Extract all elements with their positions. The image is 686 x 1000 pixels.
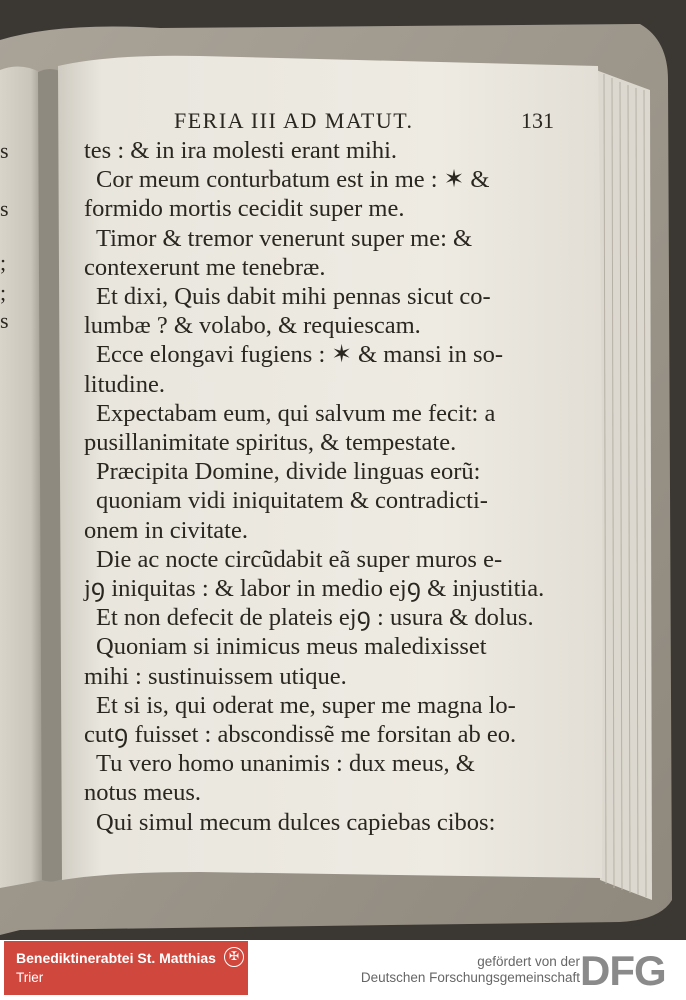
page-header xyxy=(84,106,554,136)
institution-box[interactable] xyxy=(4,941,248,995)
text-line: Expectabam eum, qui salvum me fecit: a xyxy=(96,399,496,427)
page-number: 131 xyxy=(521,108,554,133)
text-line: notus meus. xyxy=(84,779,202,807)
dfg-logo-text: DFG xyxy=(580,949,666,989)
institution-city: Trier xyxy=(16,970,44,985)
left-fragment: ; xyxy=(0,280,7,305)
left-fragment: s xyxy=(0,308,9,333)
text-line: contexerunt me tenebræ. xyxy=(84,253,326,281)
text-line: Et dixi, Quis dabit mihi pennas sicut co- xyxy=(96,283,491,310)
text-line: Qui simul mecum dulces capiebas cibos: xyxy=(96,808,496,836)
text-line: formido mortis cecidit super me. xyxy=(84,195,405,223)
text-line: Die ac nocte circũdabit eã super muros e- xyxy=(96,545,503,573)
text-line: Cor meum conturbatum est in me : ✶ & xyxy=(96,166,490,194)
text-line: jꝯ iniquitas : & labor in medio ejꝯ & injustitia. xyxy=(84,575,545,602)
funding-line-1: gefördert von der xyxy=(477,954,580,969)
text-line: Præcipita Domine, divide linguas eorũ: xyxy=(96,458,481,486)
text-line: Et si is, qui oderat me, super me magna lo- xyxy=(96,691,516,719)
text-line: onem in civitate. xyxy=(84,516,248,544)
funding-line-2: Deutschen Forschungsgemeinschaft xyxy=(360,970,580,985)
left-fragment: s xyxy=(0,138,9,163)
text-line: Tu vero homo unanimis : dux meus, & xyxy=(96,750,475,778)
text-line: pusillanimitate spiritus, & tempestate. xyxy=(84,429,457,456)
left-fragment: ; xyxy=(0,250,7,275)
left-fragment: s xyxy=(0,196,9,221)
text-line: Ecce elongavi fugiens : ✶ & mansi in so- xyxy=(96,341,503,369)
running-head: FERIA III AD MATUT. xyxy=(174,108,414,133)
abbey-logo-icon: ✠ xyxy=(224,947,244,967)
text-line: mihi : sustinuissem utique. xyxy=(84,662,347,690)
text-line: litudine. xyxy=(84,370,165,398)
text-line: lumbæ ? & volabo, & requiescam. xyxy=(84,312,421,340)
text-line: Quoniam si inimicus meus maledixisset xyxy=(96,633,487,661)
footer-bar xyxy=(0,940,686,1000)
dfg-logo[interactable] xyxy=(580,949,680,989)
text-line: Timor & tremor venerunt super me: & xyxy=(96,224,473,252)
text-line: Et non defecit de plateis ejꝯ : usura & dolus. xyxy=(96,604,534,632)
funding-note xyxy=(361,954,580,986)
text-line: cutꝯ fuisset : abscondissẽ me forsitan ab eo. xyxy=(84,721,517,748)
text-line: tes : & in ira molesti erant mihi. xyxy=(84,137,397,164)
text-line: quoniam vidi iniquitatem & contradicti- xyxy=(96,487,488,515)
institution-name: Benediktinerabtei St. Matthias xyxy=(16,950,216,966)
left-page xyxy=(0,66,44,888)
page-text xyxy=(84,106,554,836)
